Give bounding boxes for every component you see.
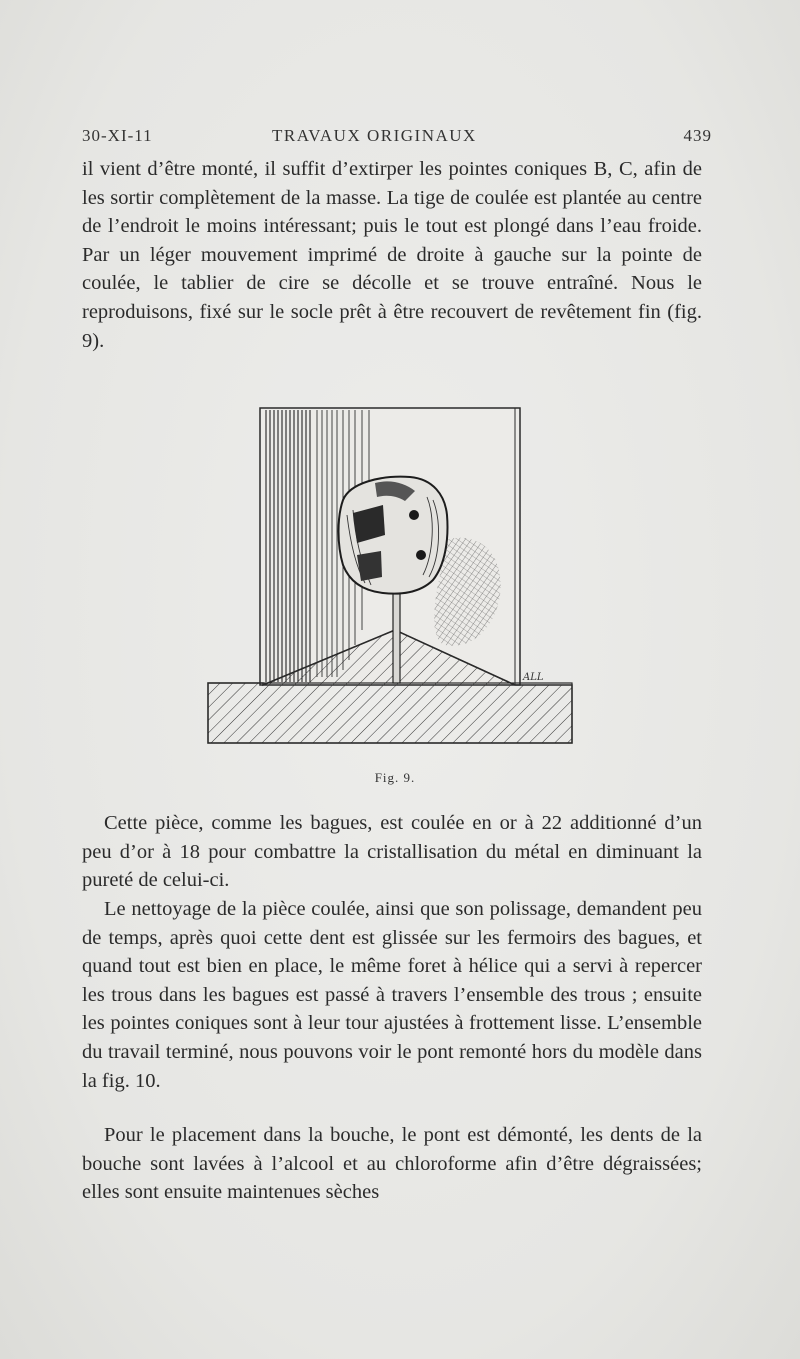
engraver-signature: ALL	[523, 672, 544, 683]
panel-shading	[263, 410, 313, 682]
figure-9-illustration	[205, 405, 577, 750]
crown-hole-bottom	[416, 550, 426, 560]
paragraph-4: Pour le placement dans la bouche, le pont est démonté, les dents de la bouche sont lavées à l’alcool et au chloroforme afin d’être dégraissées; elles sont ensuite maintenues sèches	[82, 1124, 702, 1204]
figure-caption: Fig. 9.	[374, 770, 416, 785]
crown-hole-top	[409, 510, 419, 520]
casting-stem	[393, 585, 400, 683]
paragraph-1: il vient d’être monté, il suffit d’extirper les pointes coniques B, C, afin de les sortir complètement de la masse. La tige de coulée est plantée au centre de l’endroit le moins intéressant; puis le tout est plongé dans l’eau froide. Par un léger mouvement imprimé de droite à gauche sur la pointe de coulée, le tablier de cire se décolle et se trouve entraîné. Nous le reproduisons, fixé sur le socle prêt à être recouvert de revêtement fin (fig. 9).	[82, 158, 702, 352]
header-date: 30-XI-11	[82, 126, 153, 145]
header-title: TRAVAUX ORIGINAUX	[272, 126, 477, 145]
page-number: 439	[683, 126, 712, 145]
paragraph-3: Le nettoyage de la pièce coulée, ainsi que son polissage, demandent peu de temps, après quoi cette dent est glissée sur les fermoirs des bagues, et quand tout est bien en place, le même foret à hélice qui a servi à repercer les trous dans les bagues est passé à travers l’ensemble des trous ; ensuite les pointes coniques sont à leur tour ajustées à frottement lisse. L’ensemble du travail terminé, nous pouvons voir le pont remonté hors du modèle dans la fig. 10.	[82, 898, 702, 1092]
paragraph-2: Cette pièce, comme les bagues, est coulée en or à 22 additionné d’un peu d’or à 18 pour combattre la cristallisation du métal en diminuant la pureté de celui-ci.	[82, 812, 702, 892]
running-head	[82, 126, 712, 150]
